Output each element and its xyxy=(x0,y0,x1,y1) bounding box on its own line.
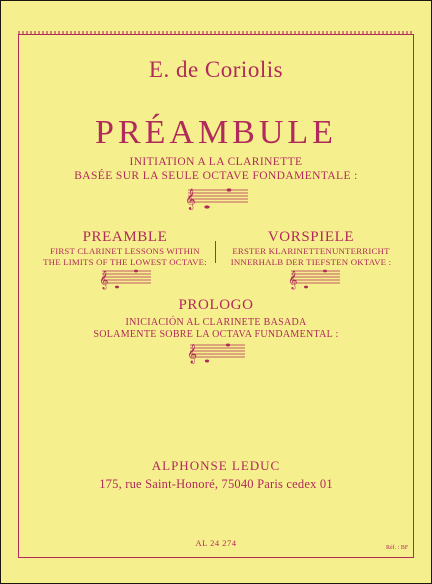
svg-text:𝄞: 𝄞 xyxy=(288,270,298,289)
vorspiele-heading: VORSPIELE xyxy=(267,229,355,245)
catalog-number: AL 24 274 xyxy=(195,538,237,548)
preamble-heading: PREAMBLE xyxy=(82,229,168,245)
svg-text:𝄞: 𝄞 xyxy=(99,270,109,289)
prologo-line-2: SOLAMENTE SOBRE LA OCTAVA FUNDAMENTAL : xyxy=(93,329,339,340)
music-staff-icon xyxy=(288,267,342,291)
preamble-line-1: FIRST CLARINET LESSONS WITHIN xyxy=(50,246,200,256)
music-staff-icon xyxy=(99,267,153,291)
publisher-address: 175, rue Saint-Honoré, 75040 Paris cedex 01 xyxy=(99,477,333,491)
vorspiele-line-1: ERSTER KLARINETTENUNTERRICHT xyxy=(232,246,390,256)
music-staff-icon xyxy=(187,341,247,365)
vorspiele-section xyxy=(211,229,411,268)
music-staff-icon xyxy=(184,185,250,211)
publisher-name: ALPHONSE LEDUC xyxy=(151,458,281,473)
subtitle-line-2: BASÉE SUR LA SEULE OCTAVE FONDAMENTALE : xyxy=(74,170,358,182)
author-name: E. de Coriolis xyxy=(148,57,284,82)
prologo-line-1: INICIACIÓN AL CLARINETE BASADA xyxy=(125,317,307,328)
subtitle-line-1: INITIATION A LA CLARINETTE xyxy=(129,156,303,168)
page-title: PRÉAMBULE xyxy=(95,114,337,151)
preamble-section xyxy=(25,229,225,268)
prologo-heading: PROLOGO xyxy=(178,297,254,313)
score-cover xyxy=(1,1,431,583)
svg-text:𝄞: 𝄞 xyxy=(185,189,196,210)
reference-code: Réf. : BF xyxy=(386,545,409,551)
vorspiele-line-2: INNERHALB DER TIEFSTEN OKTAVE : xyxy=(230,257,392,267)
preamble-line-2: THE LIMITS OF THE LOWEST OCTAVE: xyxy=(43,257,207,267)
svg-text:𝄞: 𝄞 xyxy=(187,344,198,364)
